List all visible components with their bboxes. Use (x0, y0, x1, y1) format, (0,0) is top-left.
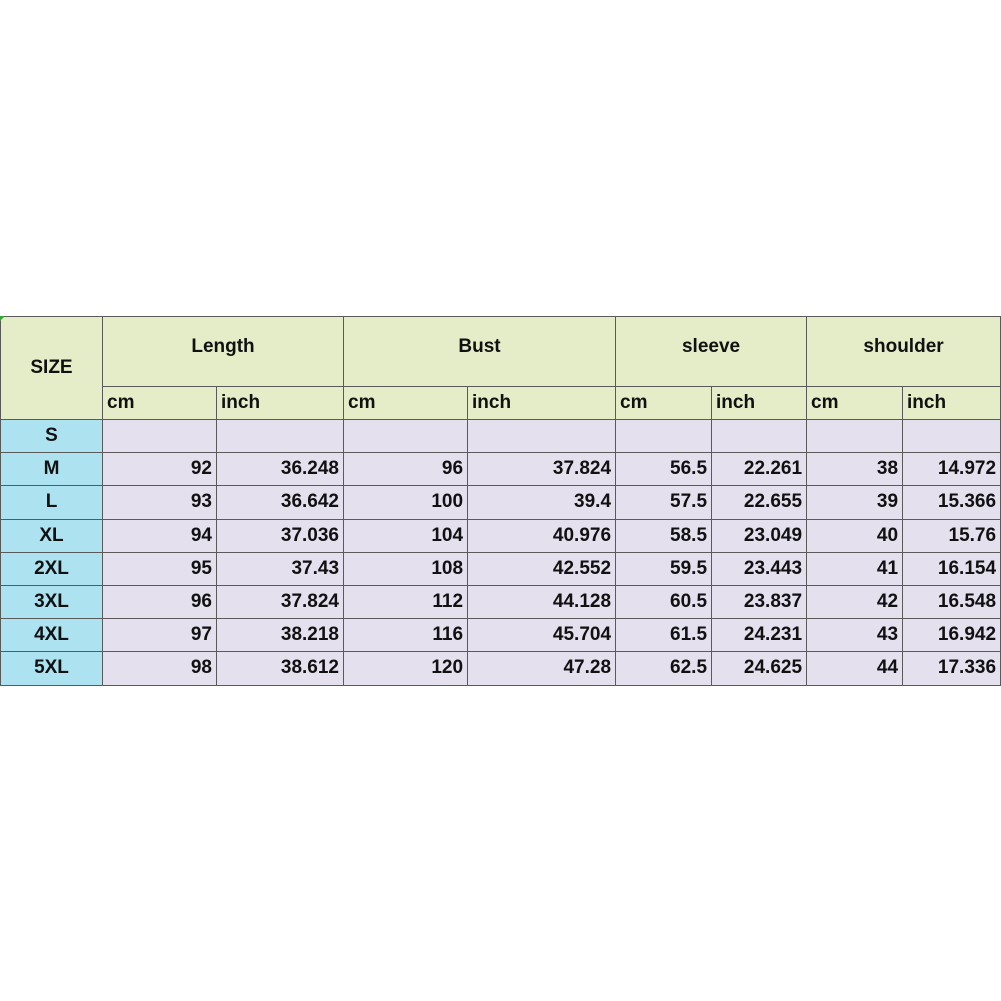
size-cell: 3XL (1, 585, 103, 618)
value-cell: 23.443 (712, 552, 807, 585)
unit-header-cm: cm (616, 387, 712, 420)
value-cell: 38 (807, 453, 903, 486)
value-cell: 98 (103, 652, 217, 685)
value-cell (103, 420, 217, 453)
value-cell: 16.942 (903, 619, 1001, 652)
value-cell: 14.972 (903, 453, 1001, 486)
size-cell: 5XL (1, 652, 103, 685)
value-cell: 95 (103, 552, 217, 585)
unit-header-cm: cm (103, 387, 217, 420)
size-cell: XL (1, 519, 103, 552)
value-cell: 96 (103, 585, 217, 618)
value-cell: 17.336 (903, 652, 1001, 685)
value-cell: 39 (807, 486, 903, 519)
value-cell: 93 (103, 486, 217, 519)
value-cell: 42.552 (468, 552, 616, 585)
value-cell: 23.837 (712, 585, 807, 618)
value-cell (903, 420, 1001, 453)
table-row (1, 486, 1001, 519)
group-header-sleeve (616, 317, 807, 387)
header-row-groups (1, 317, 1001, 387)
value-cell: 40 (807, 519, 903, 552)
unit-header-inch: inch (468, 387, 616, 420)
value-cell: 36.248 (217, 453, 344, 486)
group-header-bust (344, 317, 616, 387)
table-row (1, 519, 1001, 552)
corner-marker (0, 316, 5, 321)
value-cell: 15.76 (903, 519, 1001, 552)
value-cell: 22.261 (712, 453, 807, 486)
value-cell: 38.612 (217, 652, 344, 685)
size-column-header (1, 317, 103, 420)
unit-header-cm: cm (807, 387, 903, 420)
value-cell: 40.976 (468, 519, 616, 552)
size-cell: L (1, 486, 103, 519)
value-cell (468, 420, 616, 453)
value-cell: 43 (807, 619, 903, 652)
value-cell: 59.5 (616, 552, 712, 585)
value-cell: 96 (344, 453, 468, 486)
value-cell: 41 (807, 552, 903, 585)
value-cell: 16.154 (903, 552, 1001, 585)
value-cell: 61.5 (616, 619, 712, 652)
size-chart-table (0, 316, 1001, 686)
value-cell: 56.5 (616, 453, 712, 486)
unit-header-inch: inch (217, 387, 344, 420)
value-cell: 22.655 (712, 486, 807, 519)
value-cell: 44.128 (468, 585, 616, 618)
value-cell: 112 (344, 585, 468, 618)
value-cell: 44 (807, 652, 903, 685)
group-header-shoulder (807, 317, 1001, 387)
size-cell: 4XL (1, 619, 103, 652)
value-cell: 24.231 (712, 619, 807, 652)
value-cell: 100 (344, 486, 468, 519)
table-row (1, 585, 1001, 618)
table-row (1, 552, 1001, 585)
group-header-length (103, 317, 344, 387)
table-row (1, 619, 1001, 652)
table-row (1, 453, 1001, 486)
group-header-label: shoulder (863, 335, 944, 357)
value-cell: 36.642 (217, 486, 344, 519)
value-cell: 24.625 (712, 652, 807, 685)
value-cell: 47.28 (468, 652, 616, 685)
value-cell: 104 (344, 519, 468, 552)
value-cell: 57.5 (616, 486, 712, 519)
value-cell: 16.548 (903, 585, 1001, 618)
unit-header-cm: cm (344, 387, 468, 420)
value-cell: 23.049 (712, 519, 807, 552)
value-cell: 39.4 (468, 486, 616, 519)
value-cell: 60.5 (616, 585, 712, 618)
table-row (1, 420, 1001, 453)
value-cell: 37.43 (217, 552, 344, 585)
unit-header-inch: inch (712, 387, 807, 420)
value-cell: 62.5 (616, 652, 712, 685)
group-header-label: sleeve (681, 335, 741, 357)
value-cell: 38.218 (217, 619, 344, 652)
value-cell: 42 (807, 585, 903, 618)
value-cell: 15.366 (903, 486, 1001, 519)
value-cell: 94 (103, 519, 217, 552)
size-cell: S (1, 420, 103, 453)
value-cell: 37.036 (217, 519, 344, 552)
value-cell (712, 420, 807, 453)
group-header-label: Bust (458, 335, 501, 357)
group-header-label: Length (191, 335, 255, 357)
value-cell (217, 420, 344, 453)
value-cell: 108 (344, 552, 468, 585)
value-cell: 92 (103, 453, 217, 486)
size-cell: 2XL (1, 552, 103, 585)
unit-header-inch: inch (903, 387, 1001, 420)
value-cell (344, 420, 468, 453)
size-header-label: SIZE (30, 357, 73, 378)
value-cell: 116 (344, 619, 468, 652)
value-cell (807, 420, 903, 453)
value-cell: 37.824 (217, 585, 344, 618)
value-cell: 58.5 (616, 519, 712, 552)
header-row-units (1, 387, 1001, 420)
value-cell: 45.704 (468, 619, 616, 652)
size-cell: M (1, 453, 103, 486)
value-cell: 97 (103, 619, 217, 652)
value-cell (616, 420, 712, 453)
table-row (1, 652, 1001, 685)
value-cell: 120 (344, 652, 468, 685)
value-cell: 37.824 (468, 453, 616, 486)
